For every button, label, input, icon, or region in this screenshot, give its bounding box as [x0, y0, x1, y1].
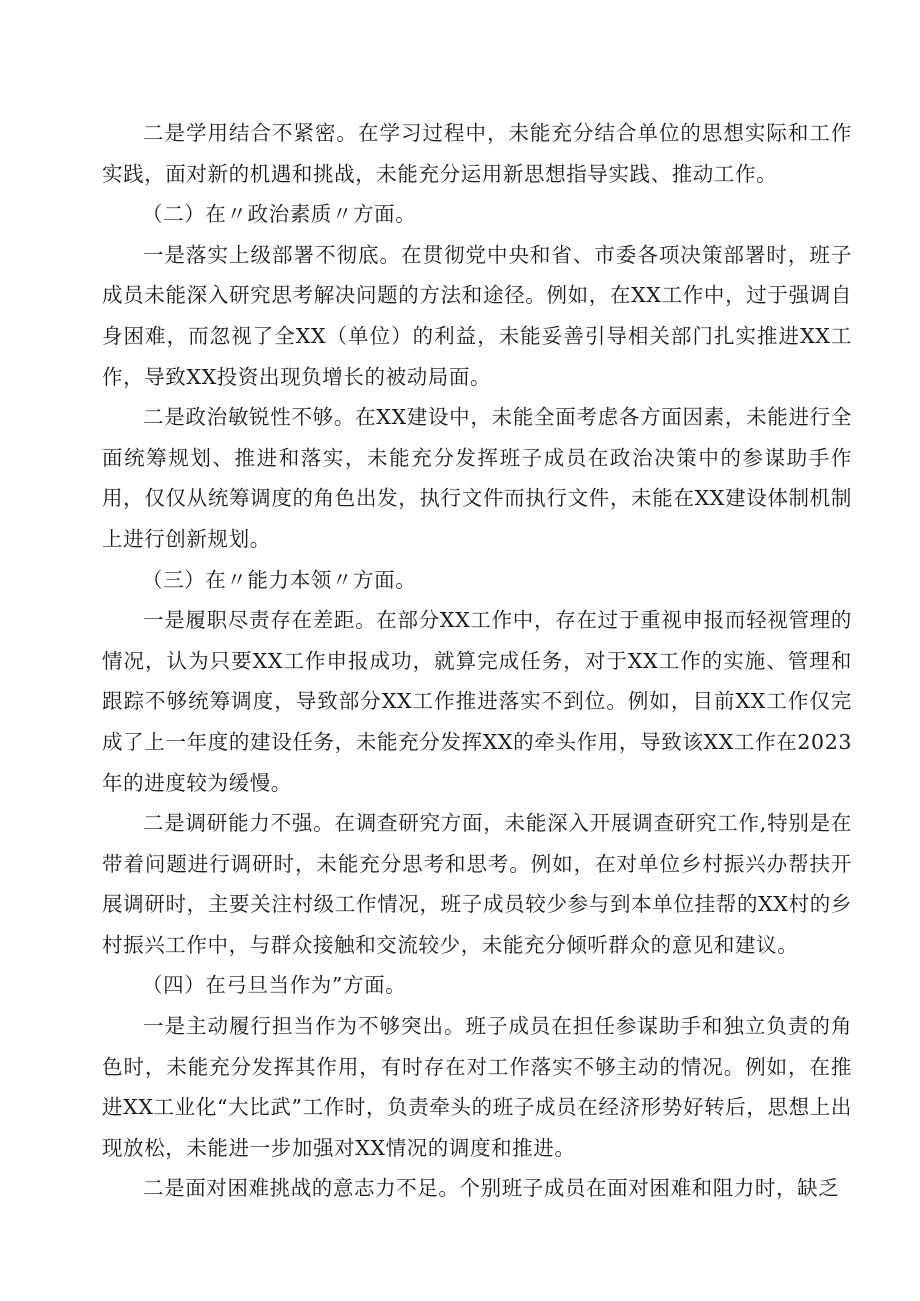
section-heading-political-quality: （二）在〃政治素质〃方面。: [142, 202, 417, 227]
paragraph-political-sensitivity: 二是政治敏锐性不够。在XX建设中，未能全面考虑各方面因素，未能进行全面统筹规划、推进和落实，未能充分发挥班子成员在政治决策中的参谋助手作用，仅仅从统筹调度的角色出发，执行文件而执行文件，未能在XX建设体制机制上进行创新规划。: [102, 405, 852, 551]
paragraph-study-application: 二是学用结合不紧密。在学习过程中，未能充分结合单位的思想实际和工作实践，面对新的机遇和挑战，未能充分运用新思想指导实践、推动工作。: [102, 121, 852, 186]
paragraph-research-ability: 二是调研能力不强。在调查研究方面，未能深入开展调查研究工作,特别是在带着问题进行调研时，未能充分思考和思考。例如，在对单位乡村振兴办帮扶开展调研时，主要关注村级工作情况，班子成员较少参与到本单位挂帮的XX村的乡村振兴工作中，与群众接触和交流较少，未能充分倾听群众的意见和建议。: [102, 811, 852, 957]
paragraph-initiative: 一是主动履行担当作为不够突出。班子成员在担任参谋助手和独立负责的角色时，未能充分发挥其作用，有时存在对工作落实不够主动的情况。例如，在推进XX工业化“大比武”工作时，负责牵头的班子成员在经济形势好转后，思想上出现放松，未能进一步加强对XX情况的调度和推进。: [102, 1014, 852, 1160]
paragraph-duty-performance: 一是履职尽责存在差距。在部分XX工作中，存在过于重视申报而轻视管理的情况，认为只要XX工作申报成功，就算完成任务，对于XX工作的实施、管理和跟踪不够统筹调度，导致部分XX工作推进落实不到位。例如，目前XX工作仅完成了上一年度的建设任务，未能充分发挥XX的牵头作用，导致该XX工作在2023年的进度较为缓慢。: [102, 608, 852, 795]
section-heading-responsibility: （四）在弓旦当作为”方面。: [142, 973, 407, 998]
paragraph-willpower: 二是面对困难挑战的意志力不足。个别班子成员在面对困难和阻力时，缺乏: [143, 1176, 840, 1201]
document-page: [102, 113, 852, 1209]
paragraph-implementation: 一是落实上级部署不彻底。在贯彻党中央和省、市委各项决策部署时，班子成员未能深入研究思考解决问题的方法和途径。例如，在XX工作中，过于强调自身困难，而忽视了全XX（单位）的利益，未能妥善引导相关部门扎实推进XX工作，导致XX投资出现负增长的被动局面。: [102, 242, 852, 389]
section-heading-ability: （三）在〃能力本领〃方面。: [142, 567, 417, 592]
